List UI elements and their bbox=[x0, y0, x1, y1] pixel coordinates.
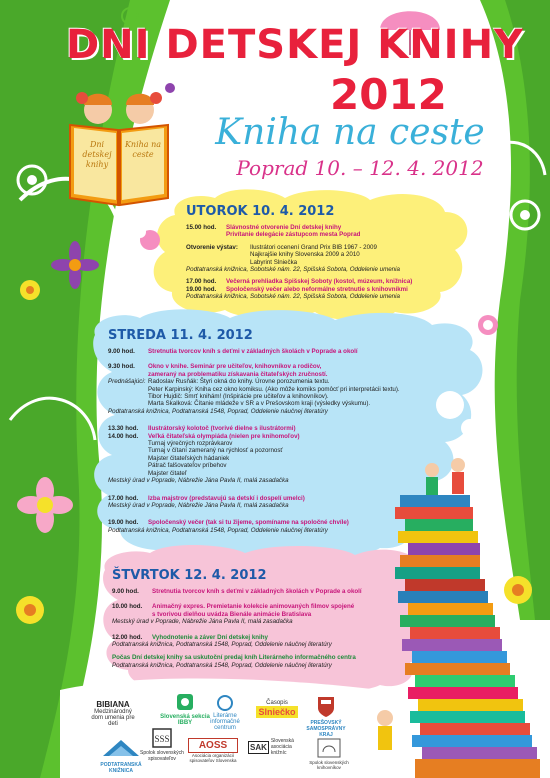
section-title-utorok: UTOROK 10. 4. 2012 bbox=[186, 204, 335, 219]
subtitle: Kniha na ceste bbox=[215, 112, 485, 153]
bibiana-name: BIBIANA bbox=[96, 700, 130, 709]
section-title-streda: STREDA 11. 4. 2012 bbox=[108, 328, 253, 343]
streda-item: 17.00 hod. Izba majstrov (predstavujú sa detskí i dospelí umelci) bbox=[108, 494, 305, 502]
svg-text:SSS: SSS bbox=[154, 734, 170, 744]
sss-logo-icon bbox=[152, 728, 172, 748]
stvrtok-item: 10.00 hod. Animačný expres. Premietanie kolekcie animovaných filmov spojené s tvorivou dielňou uvádza Bienále animácie Bratislava bbox=[112, 603, 355, 618]
streda-item: 13.30 hod. Ilustrátorský kolotoč (tvorivé dielne s ilustrátormi) bbox=[108, 425, 296, 433]
title-year: 2012 bbox=[330, 70, 447, 119]
ssk-logo-icon bbox=[317, 738, 341, 758]
utorok-item: Otvorenie výstav: Ilustrátori ocenení Grand Prix BIB 1967 - 2009 Najkrajšie knihy Slovenska 2009 a 2010 Labyrint Slniečka bbox=[186, 243, 377, 266]
logo-podtatranska: PODTATRANSKÁ KNIŽNICA bbox=[96, 736, 146, 774]
logo-slniecko: Časopis Slniečko bbox=[256, 700, 298, 718]
streda-location: Mestský úrad v Poprade, Nábrežie Jána Pavla II, malá zasadačka bbox=[108, 501, 289, 509]
main-title: DNI DETSKEJ KNIHY bbox=[65, 22, 525, 68]
logo-presov: PREŠOVSKÝ SAMOSPRÁVNY KRAJ bbox=[306, 696, 346, 738]
utorok-item: 15.00 hod. Slávnostné otvorenie Dní detskej knihy Privítanie delegácie zástupcom mesta Poprad bbox=[186, 224, 361, 239]
stvrtok-location: Podtatranská knižnica, Podtatranská 1548, Poprad, Oddelenie náučnej literatúry bbox=[112, 661, 332, 669]
utorok-location: Podtatranská knižnica, Sobotské nám. 22, Spišská Sobota, Oddelenie umenia bbox=[186, 266, 400, 274]
streda-location: Mestský úrad v Poprade, Nábrežie Jána Pavla II, malá zasadačka bbox=[108, 477, 289, 485]
utorok-program bbox=[186, 224, 446, 301]
stvrtok-location: Podtatranská knižnica, Podtatranská 1548, Poprad, Oddelenie náučnej literatúry bbox=[112, 641, 332, 649]
section-title-stvrtok: ŠTVRTOK 12. 4. 2012 bbox=[112, 568, 267, 583]
book-right-text: Kniha na ceste bbox=[124, 140, 162, 159]
stvrtok-program bbox=[112, 588, 402, 669]
streda-item: 19.00 hod. Spoločenský večer (tak si tu žijeme, spomíname na spoločné chvíle) bbox=[108, 519, 349, 527]
logo-sak: SAK Slovenská asociácia knižníc bbox=[250, 738, 294, 756]
streda-item: 9.00 hod. Stretnutia tvorcov kníh s deťmi v základných školách v Poprade a okolí bbox=[108, 348, 358, 355]
lic-logo-icon bbox=[217, 695, 233, 711]
streda-program bbox=[108, 348, 408, 534]
logo-sss: SSS Spolok slovenských spisovateľov bbox=[140, 728, 184, 762]
logo-ibby: Slovenská sekcia IBBY bbox=[160, 692, 210, 726]
streda-item: Prednášajúci: Radoslav Rusňák: Štyri okná do knihy. Úrovne porozumenia textu. Peter Karpinský: Kniha cez okno komiksu. (Ako môže komiks pomôcť pri interpretácii textu). Tibor Hujdič: Smrť knihám! (Inšpirácie pre učiteľov a knihovníkov). Marta Skalková: Čítanie mládeže v SR a v Prešovskom kraji (výsledky výskumu). bbox=[108, 378, 400, 408]
streda-location: Podtatranská knižnica, Podtatranská 1548, Poprad, Oddelenie náučnej literatúry bbox=[108, 526, 328, 534]
utorok-item: 19.00 hod. Spoločenský večer alebo neformálne stretnutie s knihovníkmi bbox=[186, 285, 408, 293]
library-logo-icon bbox=[101, 736, 141, 760]
presov-crest-icon bbox=[317, 696, 335, 718]
streda-item: 9.30 hod. Okno v knihe. Seminár pre učiteľov, knihovníkov a rodičov, zameraný na problematiku získavania čitateľských zručností. bbox=[108, 363, 328, 378]
streda-item: 14.00 hod. Veľká čitateľská olympiáda (nielen pre knihomoľov) Turnaj výrečných rozprávkarov Turnaj v čítaní zameraný na rýchlosť a pozornosť Majster čitateľských hádaniek Pátrač falšovateľov príbehov Majster čitateľ bbox=[108, 432, 300, 477]
streda-location: Podtatranská knižnica, Podtatranská 1548, Poprad, Oddelenie náučnej literatúry bbox=[108, 407, 328, 415]
stvrtok-item: 9.00 hod. Stretnutia tvorcov kníh s deťmi v základných školách v Poprade a okolí bbox=[112, 588, 362, 595]
place-date: Poprad 10. – 12. 4. 2012 bbox=[236, 156, 484, 180]
logo-ssk: Spolok slovenských knihovníkov bbox=[304, 738, 354, 770]
logo-lic: Literárne informačné centrum bbox=[200, 695, 250, 731]
logo-bibiana: BIBIANA Medzinárodný dom umenia pre deti bbox=[88, 700, 138, 727]
ibby-logo-icon bbox=[175, 692, 195, 712]
utorok-item: 17.00 hod. Večerná prehliadka Spišskej Soboty (kostol, múzeum, knižnica) bbox=[186, 278, 413, 286]
stvrtok-item: 12.00 hod. Vyhodnotenie a záver Dní detskej knihy bbox=[112, 633, 268, 641]
utorok-location: Podtatranská knižnica, Sobotské nám. 22, Spišská Sobota, Oddelenie umenia bbox=[186, 293, 400, 301]
book-left-text: Dni detskej knihy bbox=[82, 140, 112, 169]
stvrtok-note: Počas Dní detskej knihy sa uskutoční predaj kníh Literárneho informačného centra bbox=[112, 654, 356, 662]
stvrtok-location: Mestský úrad v Poprade, Nábrežie Jána Pavla II, malá zasadačka bbox=[112, 618, 293, 626]
logo-aoss: AOSS Asociácia organizácií spisovateľov Slovenska bbox=[189, 740, 237, 763]
